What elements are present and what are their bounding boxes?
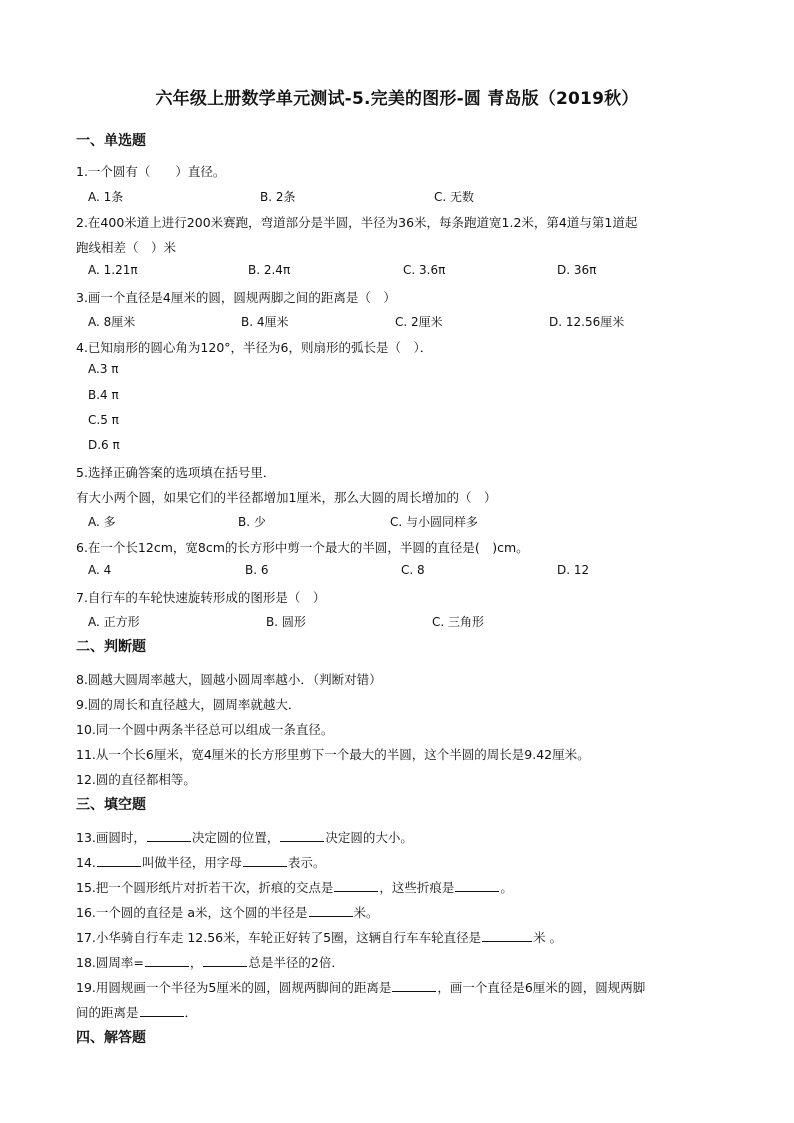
- option-d: D. 12.56厘米: [549, 315, 625, 329]
- question-6: 6.在一个长12cm，宽8cm的长方形中剪一个最大的半圆，半圆的直径是( )cm。: [76, 540, 529, 555]
- question-4-option-b: B.4 π: [88, 388, 119, 402]
- option-d: D. 36π: [557, 263, 597, 277]
- answer-blank[interactable]: [203, 955, 247, 967]
- question-5-line-1: 5.选择正确答案的选项填在括号里．: [76, 465, 276, 480]
- answer-blank[interactable]: [243, 855, 287, 867]
- option-a: A. 1条: [88, 190, 124, 204]
- question-13: 13.画圆时， 决定圆的位置， 决定圆的大小。: [76, 830, 413, 845]
- question-12: 12.圆的直径都相等。: [76, 772, 196, 787]
- answer-blank[interactable]: [145, 955, 189, 967]
- question-4-option-a: A.3 π: [88, 362, 119, 376]
- section-heading-true-false: 二、判断题: [76, 639, 146, 655]
- answer-blank[interactable]: [280, 830, 324, 842]
- question-19-line-2: 间的距离是 ．: [76, 1005, 198, 1020]
- answer-blank[interactable]: [334, 880, 378, 892]
- option-c: C. 2厘米: [395, 315, 443, 329]
- question-9: 9.圆的周长和直径越大，圆周率就越大．: [76, 697, 301, 712]
- answer-blank[interactable]: [140, 1005, 184, 1017]
- option-c: C. 3.6π: [403, 263, 446, 277]
- option-c: C. 与小圆同样多: [390, 515, 479, 529]
- option-a: A. 4: [88, 563, 112, 577]
- section-heading-solve: 四、解答题: [76, 1030, 146, 1046]
- question-4-option-d: D.6 π: [88, 438, 120, 452]
- option-c: C. 三角形: [432, 615, 485, 629]
- question-10: 10.同一个圆中两条半径总可以组成一条直径。: [76, 722, 334, 737]
- option-b: B. 圆形: [266, 615, 306, 629]
- question-4-option-c: C.5 π: [88, 413, 119, 427]
- question-3: 3.画一个直径是4厘米的圆，圆规两脚之间的距离是（ ）: [76, 290, 396, 305]
- question-5-line-2: 有大小两个圆，如果它们的半径都增加1厘米，那么大圆的周长增加的（ ）: [76, 490, 497, 505]
- option-d: D. 12: [557, 563, 590, 577]
- answer-blank[interactable]: [455, 880, 499, 892]
- page-title: 六年级上册数学单元测试-5.完美的图形-圆 青岛版（2019秋）: [155, 89, 639, 109]
- option-b: B. 2.4π: [248, 263, 291, 277]
- question-14: 14. 叫做半径，用字母 表示。: [76, 855, 326, 870]
- option-b: B. 少: [238, 515, 266, 529]
- option-a: A. 多: [88, 515, 116, 529]
- option-a: A. 1.21π: [88, 263, 138, 277]
- option-b: B. 6: [245, 563, 269, 577]
- section-heading-single-choice: 一、单选题: [76, 133, 146, 149]
- answer-blank[interactable]: [392, 980, 436, 992]
- question-11: 11.从一个长6厘米，宽4厘米的长方形里剪下一个最大的半圆，这个半圆的周长是9.42厘米。: [76, 747, 590, 762]
- question-17: 17.小华骑自行车走 12.56米，车轮正好转了5圈，这辆自行车车轮直径是 米 。: [76, 930, 563, 945]
- question-2-line-2: 跑线相差（ ）米: [76, 240, 177, 255]
- answer-blank[interactable]: [482, 930, 532, 942]
- question-18: 18.圆周率= ， 总是半径的2倍．: [76, 955, 344, 970]
- option-a: A. 8厘米: [88, 315, 136, 329]
- answer-blank[interactable]: [309, 905, 353, 917]
- option-a: A. 正方形: [88, 615, 140, 629]
- option-b: B. 2条: [260, 190, 296, 204]
- question-8: 8.圆越大圆周率越大，圆越小圆周率越小．（判断对错）: [76, 672, 382, 687]
- section-heading-fill-blank: 三、填空题: [76, 797, 146, 813]
- question-15: 15.把一个圆形纸片对折若干次，折痕的交点是 ，这些折痕是 。: [76, 880, 513, 895]
- answer-blank[interactable]: [97, 855, 141, 867]
- question-19-line-1: 19.用圆规画一个半径为5厘米的圆，圆规两脚间的距离是 ，画一个直径是6厘米的圆，圆规两脚: [76, 980, 646, 995]
- question-4: 4.已知扇形的圆心角为120°，半径为6，则扇形的弧长是（ ）．: [76, 340, 433, 355]
- question-1: 1.一个圆有（ ）直径。: [76, 164, 226, 179]
- option-b: B. 4厘米: [241, 315, 289, 329]
- question-2-line-1: 2.在400米道上进行200米赛跑，弯道部分是半圆，半径为36米，每条跑道宽1.2米，第4道与第1道起: [76, 215, 638, 230]
- answer-blank[interactable]: [147, 830, 191, 842]
- option-c: C. 8: [401, 563, 425, 577]
- question-16: 16.一个圆的直径是 a米，这个圆的半径是 米。: [76, 905, 379, 920]
- question-7: 7.自行车的车轮快速旋转形成的图形是（ ）: [76, 590, 326, 605]
- option-c: C. 无数: [434, 190, 475, 204]
